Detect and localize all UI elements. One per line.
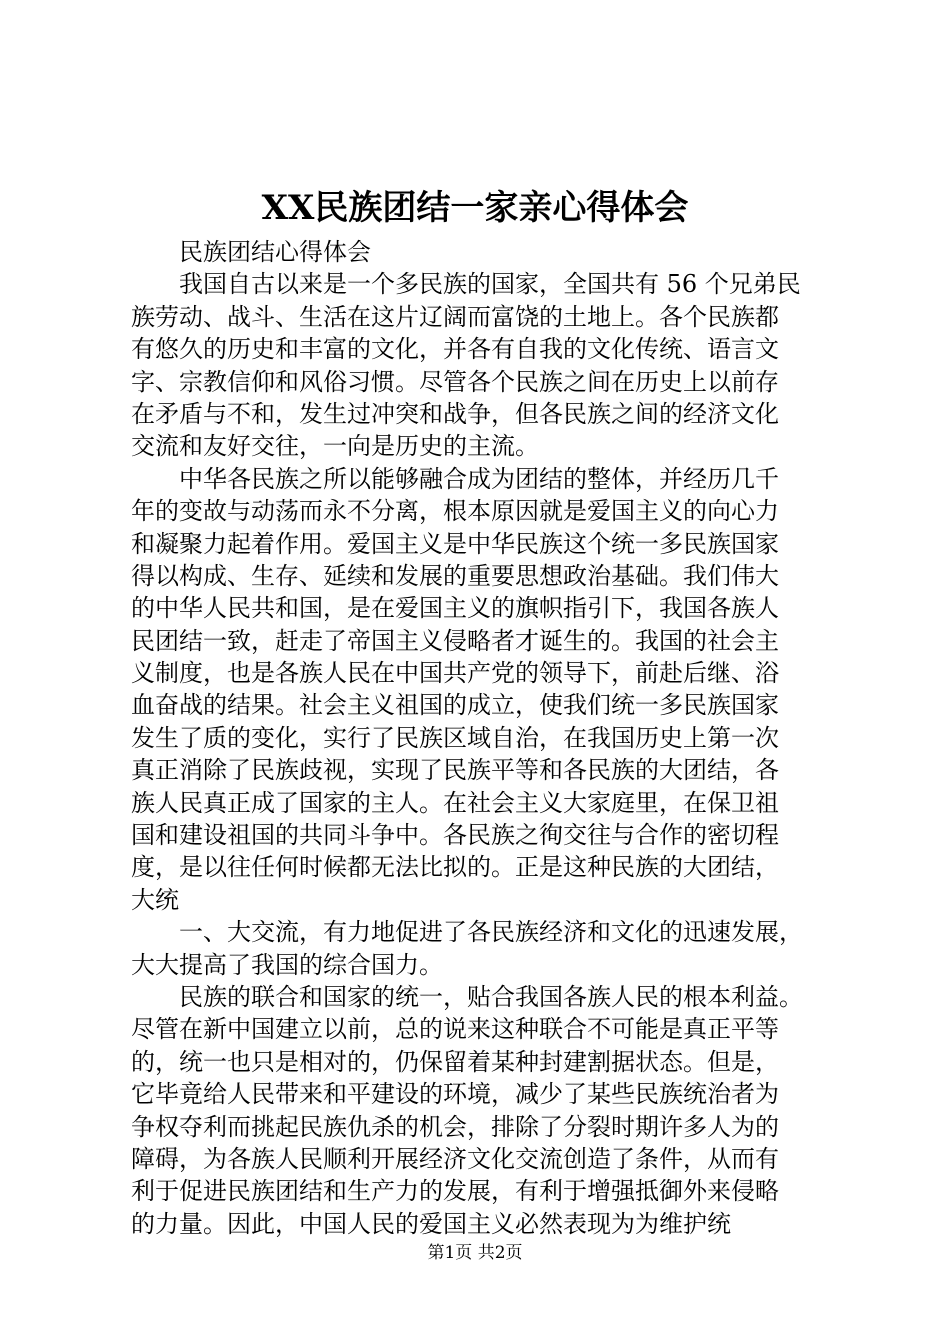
text-line: 交流和友好交往，一向是历史的主流。 — [131, 432, 539, 461]
text-line: 的，统一也只是相对的，仍保留着某种封建割据状态。但是， — [131, 1047, 779, 1076]
text-line: 的力量。因此，中国人民的爱国主义必然表现为为维护统 — [131, 1209, 731, 1238]
text-line: 大统 — [131, 885, 179, 914]
document-body — [131, 236, 856, 1240]
text-line: 尽管在新中国建立以前，总的说来这种联合不可能是真正平等 — [131, 1015, 779, 1044]
text-line: 发生了质的变化，实行了民族区域自治，在我国历史上第一次 — [131, 723, 779, 752]
text-line: 大大提高了我国的综合国力。 — [131, 950, 443, 979]
text-line: 和凝聚力起着作用。爱国主义是中华民族这个统一多民族国家 — [131, 529, 779, 558]
text-line: 字、宗教信仰和风俗习惯。尽管各个民族之间在历史上以前存 — [131, 367, 779, 396]
text-line: 的中华人民共和国，是在爱国主义的旗帜指引下，我国各族人 — [131, 594, 779, 623]
text-line: 真正消除了民族歧视，实现了民族平等和各民族的大团结，各 — [131, 756, 779, 785]
text-line: 中华各民族之所以能够融合成为团结的整体，并经历几千 — [179, 464, 779, 493]
text-line: 民族的联合和国家的统一，贴合我国各族人民的根本利益。 — [179, 982, 803, 1011]
text-line: 年的变故与动荡而永不分离，根本原因就是爱国主义的向心力 — [131, 497, 779, 526]
text-line: 度，是以往任何时候都无法比拟的。正是这种民族的大团结， — [131, 853, 779, 882]
text-line: 族人民真正成了国家的主人。在社会主义大家庭里，在保卫祖 — [131, 788, 779, 817]
text-line: 利于促进民族团结和生产力的发展，有利于增强抵御外来侵略 — [131, 1177, 779, 1206]
text-line: 障碍，为各族人民顺利开展经济文化交流创造了条件，从而有 — [131, 1144, 779, 1173]
text-line: 争权夺利而挑起民族仇杀的机会，排除了分裂时期许多人为的 — [131, 1112, 779, 1141]
text-line: 血奋战的结果。社会主义祖国的成立，使我们统一多民族国家 — [131, 691, 779, 720]
text-line: 它毕竟给人民带来和平建设的环境，减少了某些民族统治者为 — [131, 1080, 779, 1109]
text-line: 族劳动、战斗、生活在这片辽阔而富饶的土地上。各个民族都 — [131, 302, 779, 331]
text-line: 一、大交流，有力地促进了各民族经济和文化的迅速发展， — [179, 918, 803, 947]
text-line: 有悠久的历史和丰富的文化，并各有自我的文化传统、语言文 — [131, 335, 779, 364]
text-line: 义制度，也是各族人民在中国共产党的领导下，前赴后继、浴 — [131, 659, 779, 688]
text-line: 在矛盾与不和，发生过冲突和战争，但各民族之间的经济文化 — [131, 399, 779, 428]
text-line: 国和建设祖国的共同斗争中。各民族之徇交往与合作的密切程 — [131, 821, 779, 850]
text-line: 得以构成、生存、延续和发展的重要思想政治基础。我们伟大 — [131, 561, 779, 590]
text-line: 我国自古以来是一个多民族的国家，全国共有 56 个兄弟民 — [179, 270, 801, 299]
text-line: 民团结一致，赶走了帝国主义侵略者才诞生的。我国的社会主 — [131, 626, 779, 655]
text-line: 民族团结心得体会 — [179, 238, 371, 266]
document-title: XX民族团结一家亲心得体会 — [261, 188, 689, 228]
page-footer: 第1页 共2页 — [427, 1243, 523, 1263]
